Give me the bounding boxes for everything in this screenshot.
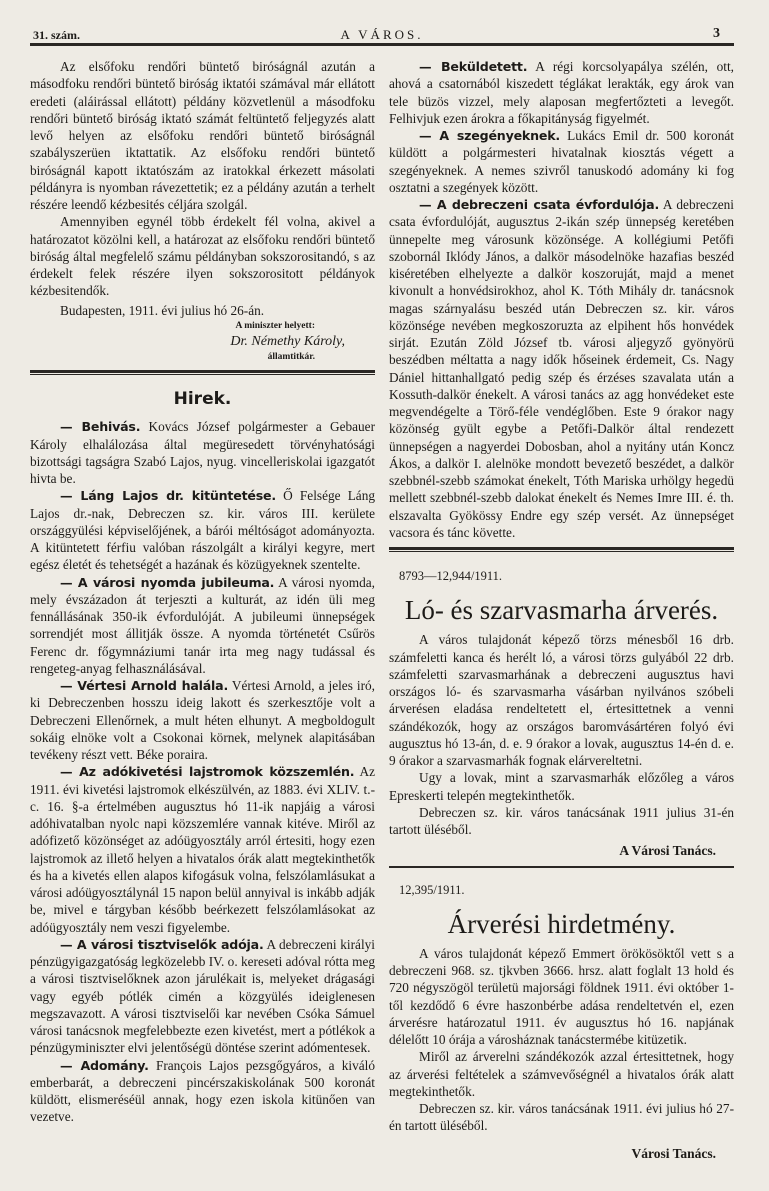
news-headline: — Láng Lajos dr. kitüntetése. (60, 488, 276, 504)
news-text: A debreczeni csata évfordulóját, augusztus 2-ikán szép ünnepség keretében ünnepelte meg városunk közönsége. A kollégiumi Petőfi szobornál Iklódy János, a dalkör másodelnöke hazafias beszéd kiséretében elhelyezte a dalkör koszoruját, majd a menet kivonult a honvédsirokhoz, ahol K. Tóth Mihály dr. tanácsnok magas szárnyalásu beszéd után Debreczen sz. kir. város közönsége nevében megkoszoruzta az elpihent hős honvédek sirját. Ezután Zöld József tb. városi aljegyző gyönyörü beszédben méltatta a nagy idők hőseinek érdemeit, Cs. Nagy Dániel hittanhallgató pedig szép és érzéses szavalata után a Kossuth-dalkör énekelt. A városi tanács az agg honvédeket este megvendégelte a Törő-féle vendéglőben. Este 9 órakor nagy közönség gyült egybe a Petőfi-Dalkör által rendezett ünnepségen a nagyerdei Dobosban, ahol a nyitány után Koncz Ákos, a dalkör I. alelnöke mondott bevezető beszédet, a dalkör szebbnél-szebb számokat énekelt, Tóth Mariska urhölgy hegedü mellett szebbnél-szebb dalokat énekelt és Nemes Imre III. é. th. elszavalta Gyökössy Endre egy szép versét. Az ünnepséget vacsora és tánc követte. (389, 197, 734, 540)
auction-paragraph: Debreczen sz. kir. város tanácsának 1911 julius 31-én tartott üléséből. (389, 804, 734, 837)
signature-role: A miniszter helyett: (235, 320, 315, 331)
news-text: Lukács Emil dr. 500 koronát küldött a polgármesteri hivatalnak kiosztás végett a szegényeknek. A nemes szivről tanuskodó adomány ki fog osztatni a szegények között. (389, 128, 734, 195)
news-headline: — Beküldetett. (419, 59, 528, 74)
issue-number: 31. szám. (33, 28, 80, 42)
news-text: A városi nyomda, mely évszázadon át terjeszti a kulturát, az idén üli meg fennállásának 350-ik évfordulóját. A jubileumi ünnepségek sorrendjét most állitják össze. A nyomda történetét Csűrös Ferenc dr. főgymnáziumi tanár irta meg nagy tudással és rengeteg-anyag felhasználásával. (30, 574, 376, 676)
signature-name: Dr. Némethy Károly, (230, 333, 345, 349)
auction-signoff: Városi Tanács. (631, 1145, 716, 1161)
news-text: Kovács József polgármester a Gebauer Károly elhalálozása által megüresedett törvényhatósági bizottsági tagságra Szabó Lajos, nyug. vincelleriskolai igazgatót hivta be. (30, 419, 375, 486)
news-headline: — Adomány. (60, 1057, 149, 1073)
right-column (389, 58, 734, 1162)
news-item (30, 487, 375, 573)
news-headline: — Behivás. (60, 419, 141, 435)
decree-date: Budapesten, 1911. évi julius hó 26-án. (60, 302, 265, 318)
auction-paragraph: A város tulajdonát képező törzs ménesből 16 drb. számfeletti kanca és herélt ló, a városi törzs gulyából 22 drb. számfeletti szarvasmarhának a debreczeni augusztus havi országos ló- és szarvasmarha vásárban nyilvános szóbeli árverésen eladása rendeltetett el, értesittetnek a venni szándékozók, hogy az országos baromvásártéren folyó évi augusztus hó 13-án, d. e. 9 órakor a lovak, augusztus 14-én d. e. 9 órakor a szarvasmarhák fognak elárvereltetni. (389, 632, 734, 768)
page-number: 3 (713, 26, 720, 41)
auction-title: Árverési hirdetmény. (447, 908, 676, 939)
news-text: Ő Felsége Láng Lajos dr.-nak, Debreczen sz. kir. város III. kerülete országgyülési képviselőjének, a bárói méltóságot adományozta. A kitüntetett férfiu valóban rászolgált a királyi kegyre, mert egész életét és tehetségét a hazának és közügyeknek szentelte. (30, 488, 376, 573)
newspaper-title: A VÁROS. (340, 27, 424, 42)
section-divider (389, 866, 734, 868)
news-item (30, 574, 375, 678)
news-text: A régi korcsolyapálya szélén, ott, ahová a csatornából kiszedett téglákat lerakták, egy árok van tele büzös vizzel, mely alaposan megfertőzteti a levegőt. Felhivjuk ezen árokra a főkapitányság figyelmét. (389, 59, 734, 126)
news-item (30, 936, 375, 1057)
auction-paragraph: Debreczen sz. kir. város tanácsának 1911. évi julius hó 27-én tartott üléséből. (389, 1101, 734, 1134)
news-headline: — A városi tisztviselők adója. (60, 936, 264, 952)
auction-title: Ló- és szarvasmarha árverés. (404, 595, 719, 626)
news-item (30, 418, 375, 487)
news-item (30, 677, 375, 763)
decree-paragraph: Amennyiben egynél több érdekelt fél volna, akivel a határozatot közölni kell, a határozat az elsőfoku rendőri büntető biróság által megfelelő számu példányban sokszorositandó, s az érdekelt felek részére ilyen sokszorositott példányok kézbesitendők. (30, 214, 375, 299)
auction-reference: 8793—12,944/1911. (399, 569, 503, 583)
auction-signoff: A Városi Tanács. (619, 843, 716, 859)
news-heading: Hirek. (173, 389, 232, 409)
auction-paragraph: A város tulajdonát képező Emmert örökösöktől vett s a debreczeni 968. sz. tjkvben 3666. hrsz. alatt foglalt 13 hold és 720 négyszögöl területü majorsági földnek 1911. évi október 1-től kezdődő 6 évre haszonbérbe adása rendeltetvén el, ezen árverésre határozatul 1911. év augusztus hó 16. napjának délelőtt 10 órája a városháznak tanácstermébe kitüzetik. (389, 945, 734, 1047)
header-rule (30, 43, 734, 46)
section-divider (389, 547, 734, 552)
news-text: Az 1911. évi kivetési lajstromok elkészülvén, az 1883. évi XLIV. t.-c. 16. §-a értelmében augusztus hó 11-ik napjáig a városi adóhivatalban nyolc napi közszemlére vannak kitéve. Miről az adófizető közönséget az adóügyosztály arról értesiti, hogy ezen lajstromok az illető helyen a hivatalos órák alatt megtekinthetők és ha a kivetés ellen alapos kifogásuk volna, felszólamlásukat a városi adóügyosztálynál 15 napon belül annyival is inkább adják be, mivel e tárgyban később beérkezett felszólamlásokat az adóügyosztály nem veszi figyelembe. (30, 764, 375, 935)
news-text: François Lajos pezsgőgyáros, a kiváló emberbarát, a debreczeni pincérszakiskolának 500 koronát küldött, elismeréséül annak, hogy ezen iskola kitünően van vezetve. (30, 1057, 375, 1125)
news-text: Vértesi Arnold, a jeles iró, ki Debreczenben hosszu ideig lakott és szerkesztője volt a Debreczeni Ellenőrnek, a mult héten elhunyt. A megboldogult sokáig elnöke volt a Csokonai körnek, melynek alapitásában tevékeny részt vett. Béke poraira. (30, 678, 375, 762)
news-headline: — Az adókivetési lajstromok közszemlén. (60, 764, 355, 780)
news-headline: — A városi nyomda jubileuma. (60, 574, 275, 590)
auction-paragraph: Ugy a lovak, mint a szarvasmarhák előzőleg a város Epreskerti telepén megtekinthetők. (389, 770, 734, 803)
news-item (30, 763, 375, 936)
news-headline: — Vértesi Arnold halála. (60, 678, 229, 693)
auction-paragraph: Miről az árverelni szándékozók azzal értesittetnek, hogy az árverési feltételek a számvevőségnél a hivatalos órák alatt megtekinthetők. (389, 1049, 734, 1099)
signature-title: államtitkár. (267, 352, 315, 362)
news-headline: — A debreczeni csata évfordulója. (419, 197, 660, 212)
news-text: A debreczeni királyi pénzügyigazgatóság legközelebb IV. o. kereseti adóval rótta meg a városi tisztviselőknek azon járulékait is, melyeket drágasági vagy egyéb pótlék cimén a közgyülés ideiglenesen megszavazott. A városi tisztviselői kar nevében Csóka Sámuel városi tanácsnok megfelebbezte ezen kivetést, mert a pótlékok a pénzügyminiszter elvi jelentőségü döntése szerint adómentesek. (30, 936, 375, 1056)
news-item (389, 196, 734, 541)
news-item (389, 58, 734, 127)
news-item (30, 1057, 375, 1126)
news-item (389, 127, 734, 196)
left-column (30, 58, 375, 1126)
auction-reference: 12,395/1911. (399, 882, 465, 897)
section-divider (30, 370, 375, 375)
decree-paragraph: Az elsőfoku rendőri büntető biróságnál azután a másodfoku rendőri büntető biróság iktatói számával már ellátott eredeti (aláirással ellátott) példány közvetlenül a másodfoku rendőri büntető biróság iktató számát feltüntető feljegyzés alatt levő helyen az elsőfoku rendőri büntető biróságnál szabályszerüen iktattatik. Az elsőfoku rendőri büntető biróságnál kapott iktatószám az iratokkal érkezett másolati példányra is nyomban rávezettetik; ez a példány azután a terhelt részére leendő kézbesités céljára szolgál. (30, 59, 375, 212)
news-headline: — A szegényeknek. (419, 128, 560, 143)
page-header (30, 26, 734, 44)
